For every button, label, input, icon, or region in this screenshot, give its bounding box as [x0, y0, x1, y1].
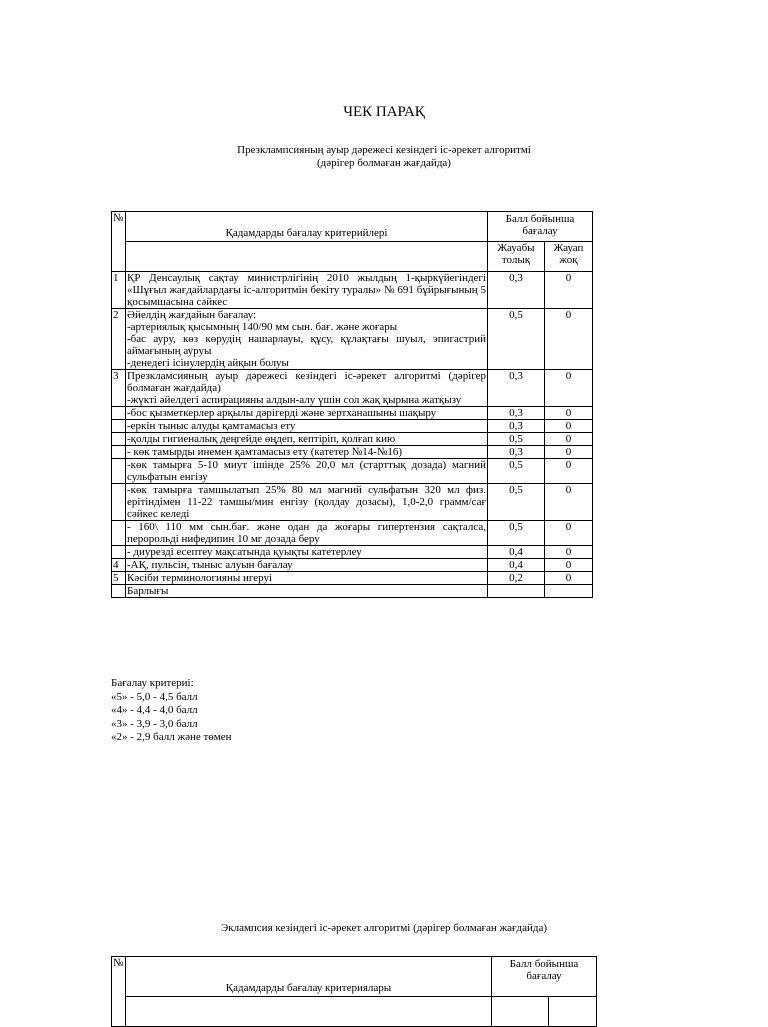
- row-score-none: 0: [545, 559, 593, 572]
- row-number: 4: [112, 559, 126, 572]
- row-criterion: [126, 420, 488, 433]
- subtitle-line-1: Презклампсияның ауыр дәрежесі кезіндегі іс-әрекет алгоритмі: [237, 144, 531, 156]
- table-row: [112, 407, 593, 420]
- grading-title: Бағалау критериі:: [111, 677, 194, 689]
- row-text-line: -бас ауру, көз көрудің нашарлауы, құсу, құлақтағы шуыл, эпигастрий аймағының ауруы: [127, 333, 486, 357]
- row-text-line: -көк тамырға тамшылатып 25% 80 мл магний сульфатын 320 мл физ. ерітіндімен 11-22 тамшы/мин енгізу (қолдау дозасы), 1,0-2,0 грамм/сағ сәйкес келеді: [127, 484, 486, 520]
- criteria-table: [111, 211, 593, 598]
- row-score-none: 0: [545, 484, 593, 521]
- grading-line: «4» - 4,4 - 4,0 балл: [111, 704, 198, 716]
- header2-answer-none-blank: [549, 997, 597, 1027]
- row-score-none: 0: [545, 572, 593, 585]
- row-text-line: - көк тамырды инемен қамтамасыз ету (катетер №14-№16): [127, 446, 403, 458]
- row-score-none: 0: [545, 433, 593, 446]
- row-score-none: 0: [545, 521, 593, 546]
- header2-num: №: [112, 957, 126, 1027]
- grading-criteria: [111, 677, 232, 745]
- criteria-table-2: [111, 956, 597, 1027]
- table2-subheader-row: [112, 997, 597, 1027]
- row-score-full: 0,3: [488, 420, 545, 433]
- row-criterion: [126, 459, 488, 484]
- header-criteria: Қадамдарды бағалау критерийлері: [126, 212, 488, 242]
- row-criterion: [126, 572, 488, 585]
- table-row: [112, 272, 593, 309]
- table-header-row: [112, 212, 593, 242]
- table-row: [112, 572, 593, 585]
- row-number: [112, 420, 126, 433]
- grading-line: «5» - 5,0 - 4,5 балл: [111, 690, 198, 703]
- header2-criteria-blank: [126, 997, 492, 1027]
- header-num: №: [112, 212, 126, 272]
- row-number: 2: [112, 309, 126, 370]
- row-score-none: 0: [545, 459, 593, 484]
- row-score-full: 0,4: [488, 546, 545, 559]
- header-answer-none: Жауап жоқ: [545, 242, 593, 272]
- row-score-none: 0: [545, 420, 593, 433]
- table-row: [112, 446, 593, 459]
- header-score-group: Балл бойынша бағалау: [488, 212, 593, 242]
- row-criterion: [126, 407, 488, 420]
- row-score-full: 0,2: [488, 572, 545, 585]
- row-score-full: 0,4: [488, 559, 545, 572]
- table-row: [112, 521, 593, 546]
- row-text-line: ҚР Денсаулық сақтау министрлігінің 2010 жылдың 1-қыркүйегіндегі «Шұғыл жағдайлардағы іс-алгоритмін бекіту туралы» № 691 бұйрығының 5 қосымшасына сәйкес: [127, 272, 486, 308]
- row-text-line: Презкламсияның ауыр дәрежесі кезіндегі іс-әрекет алгоритмі (дәрігер болмаған жағдайда): [127, 370, 486, 394]
- header2-score-group: Балл бойынша бағалау: [492, 957, 597, 997]
- row-text-line: - диурезді есептеу мақсатында қуықты катетерлеу: [127, 546, 362, 558]
- grading-line: «3» - 3,9 - 3,0 балл: [111, 717, 198, 730]
- row-text-line: -бос қызметкерлер арқылы дәрігерді және зертханашыны шақыру: [127, 407, 437, 419]
- row-score-none: 0: [545, 309, 593, 370]
- row-text-line: -АҚ, пульсін, тыныс алуын бағалау: [127, 559, 293, 571]
- row-text-line: -қолды гигиеналық деңгейде өңдеп, кептіріп, қолғап кию: [127, 433, 396, 445]
- row-score-full: 0,5: [488, 309, 545, 370]
- row-score-none: [545, 585, 593, 598]
- row-number: 5: [112, 572, 126, 585]
- row-score-full: 0,5: [488, 459, 545, 484]
- row-score-full: 0,3: [488, 446, 545, 459]
- row-score-full: 0,5: [488, 521, 545, 546]
- row-score-full: 0,3: [488, 407, 545, 420]
- row-number: [112, 521, 126, 546]
- row-score-full: [488, 585, 545, 598]
- row-text-line: - 160\ 110 мм сын.бағ. және одан да жоғары гипертензия сақталса, перорольді нифедипин 10 мг дозада беру: [127, 521, 486, 545]
- row-number: 3: [112, 370, 126, 407]
- row-criterion: [126, 272, 488, 309]
- row-score-full: 0,5: [488, 484, 545, 521]
- row-score-full: 0,5: [488, 433, 545, 446]
- table2-header-row: [112, 957, 597, 997]
- row-criterion: [126, 484, 488, 521]
- row-score-none: 0: [545, 272, 593, 309]
- table-row: [112, 559, 593, 572]
- row-number: [112, 484, 126, 521]
- row-criterion: [126, 559, 488, 572]
- table-row: [112, 459, 593, 484]
- row-score-full: 0,3: [488, 272, 545, 309]
- row-number: [112, 433, 126, 446]
- document-title: ЧЕК ПАРАҚ: [343, 104, 425, 120]
- table-row: [112, 420, 593, 433]
- grading-line: «2» - 2,9 балл және төмен: [111, 731, 232, 743]
- row-criterion: [126, 446, 488, 459]
- row-text-line: Кәсіби терминологияны игеруі: [127, 572, 273, 584]
- row-score-none: 0: [545, 407, 593, 420]
- table-row: [112, 585, 593, 598]
- header2-answer-full-blank: [492, 997, 549, 1027]
- table-row: [112, 370, 593, 407]
- row-score-full: 0,3: [488, 370, 545, 407]
- row-number: [112, 446, 126, 459]
- row-score-none: 0: [545, 546, 593, 559]
- row-text-line: -денедегі ісінулердің айқын болуы: [127, 357, 289, 369]
- table-subheader-row: [112, 242, 593, 272]
- row-score-none: 0: [545, 446, 593, 459]
- table-row: [112, 433, 593, 446]
- row-text-line: -көк тамырға 5-10 миут ішінде 25% 20,0 мл (старттық дозада) магний сульфатын енгізу: [127, 459, 486, 483]
- row-text-line: -еркін тыныс алуды қамтамасыз ету: [127, 420, 296, 432]
- header2-criteria: Қадамдарды бағалау критериялары: [126, 957, 492, 997]
- row-number: [112, 459, 126, 484]
- section2-subtitle: Эклампсия кезіндегі іс-әрекет алгоритмі (дәрігер болмаған жағдайда): [220, 922, 548, 934]
- row-number: [112, 546, 126, 559]
- row-criterion: [126, 433, 488, 446]
- table-row: [112, 484, 593, 521]
- table-row: [112, 309, 593, 370]
- row-criterion: [126, 370, 488, 407]
- row-criterion: [126, 309, 488, 370]
- row-number: 1: [112, 272, 126, 309]
- subtitle-line-2: (дәрігер болмаған жағдайда): [317, 157, 451, 169]
- row-text-line: -жүкті әйелдегі аспирацияны алдын-алу үшін сол жақ қырына жатқызу: [127, 394, 462, 406]
- row-text-line: -артериялық қысымның 140/90 мм сын. бағ. және жоғары: [127, 321, 398, 333]
- row-number: [112, 407, 126, 420]
- header-criteria-blank: [126, 242, 488, 272]
- row-criterion: [126, 521, 488, 546]
- row-criterion: [126, 546, 488, 559]
- row-number: [112, 585, 126, 598]
- header-answer-full: Жауабы толық: [488, 242, 545, 272]
- row-score-none: 0: [545, 370, 593, 407]
- row-text-line: Барлығы: [127, 585, 169, 597]
- table-body: [112, 272, 593, 598]
- table-row: [112, 546, 593, 559]
- row-text-line: Әйелдің жағдайын бағалау:: [127, 309, 257, 321]
- document-subtitle: [0, 144, 768, 170]
- row-criterion: [126, 585, 488, 598]
